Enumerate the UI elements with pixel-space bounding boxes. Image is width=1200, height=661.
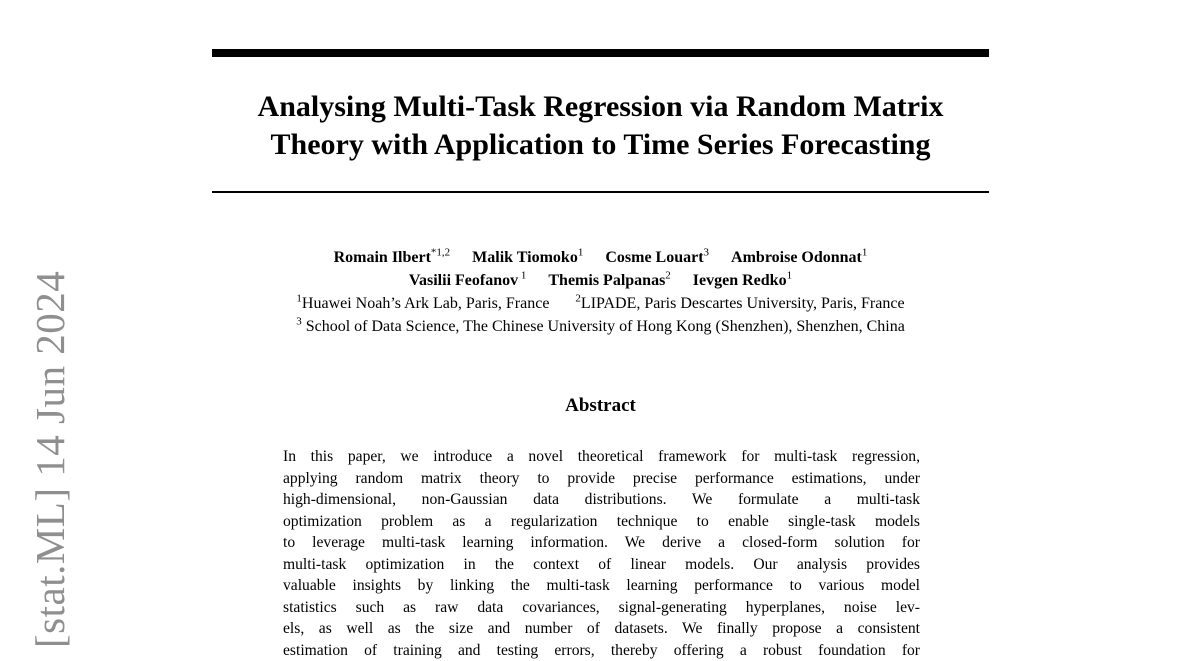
abstract-line: to leverage multi-task learning information. We derive a closed-form solution for <box>283 532 920 554</box>
author-affiliation-mark: 1 <box>578 247 584 259</box>
author-block <box>200 246 1001 338</box>
author-name: Cosme Louart <box>605 249 703 266</box>
abstract-body <box>283 446 920 661</box>
abstract-line: multi-task optimization in the context of linear models. Our analysis provides <box>283 554 920 576</box>
affiliation-line-2 <box>200 315 1001 338</box>
affiliation-text: LIPADE, Paris Descartes University, Paris, France <box>581 295 905 312</box>
title-bottom-rule <box>212 191 989 193</box>
author-name: Ambroise Odonnat <box>731 249 862 266</box>
affiliation-mark: 1 <box>296 293 302 305</box>
affiliation-mark: 2 <box>575 293 581 305</box>
author-affiliation-mark: 2 <box>665 270 671 282</box>
affiliation-line-1 <box>200 292 1001 315</box>
author-name: Malik Tiomoko <box>472 249 578 266</box>
arxiv-side-stamp: [stat.ML] 14 Jun 2024 <box>28 271 72 648</box>
author-row-2 <box>200 269 1001 292</box>
affiliation-mark: 3 <box>296 316 302 328</box>
author-affiliation-mark: 1 <box>787 270 793 282</box>
author-name: Romain Ilbert <box>334 249 431 266</box>
abstract-line: high-dimensional, non-Gaussian data distributions. We formulate a multi-task <box>283 489 920 511</box>
abstract-line: applying random matrix theory to provide precise performance estimations, under <box>283 468 920 490</box>
author-affiliation-mark: *1,2 <box>431 247 450 259</box>
abstract-line: optimization problem as a regularization technique to enable single-task models <box>283 511 920 533</box>
author-name: Vasilii Feofanov <box>409 272 518 289</box>
abstract-line: valuable insights by linking the multi-task learning performance to various model <box>283 575 920 597</box>
author-name: Ievgen Redko <box>693 272 787 289</box>
author-row-1 <box>200 246 1001 269</box>
affiliation-text: Huawei Noah’s Ark Lab, Paris, France <box>302 295 550 312</box>
paper-title <box>200 88 1001 164</box>
author-name: Themis Palpanas <box>548 272 665 289</box>
author-affiliation-mark: 1 <box>862 247 868 259</box>
title-line-2: Theory with Application to Time Series Forecasting <box>200 126 1001 164</box>
author-affiliation-mark: 3 <box>704 247 710 259</box>
title-line-1: Analysing Multi-Task Regression via Random Matrix <box>200 88 1001 126</box>
abstract-line: estimation of training and testing errors, thereby offering a robust foundation for <box>283 640 920 661</box>
abstract-line: In this paper, we introduce a novel theoretical framework for multi-task regression, <box>283 446 920 468</box>
abstract-heading: Abstract <box>200 393 1001 419</box>
abstract-line: els, as well as the size and number of datasets. We finally propose a consistent <box>283 618 920 640</box>
author-affiliation-mark: 1 <box>518 270 526 282</box>
abstract-line: statistics such as raw data covariances, signal-generating hyperplanes, noise lev- <box>283 597 920 619</box>
title-top-rule <box>212 49 989 57</box>
affiliation-text: School of Data Science, The Chinese University of Hong Kong (Shenzhen), Shenzhen, China <box>302 318 905 335</box>
